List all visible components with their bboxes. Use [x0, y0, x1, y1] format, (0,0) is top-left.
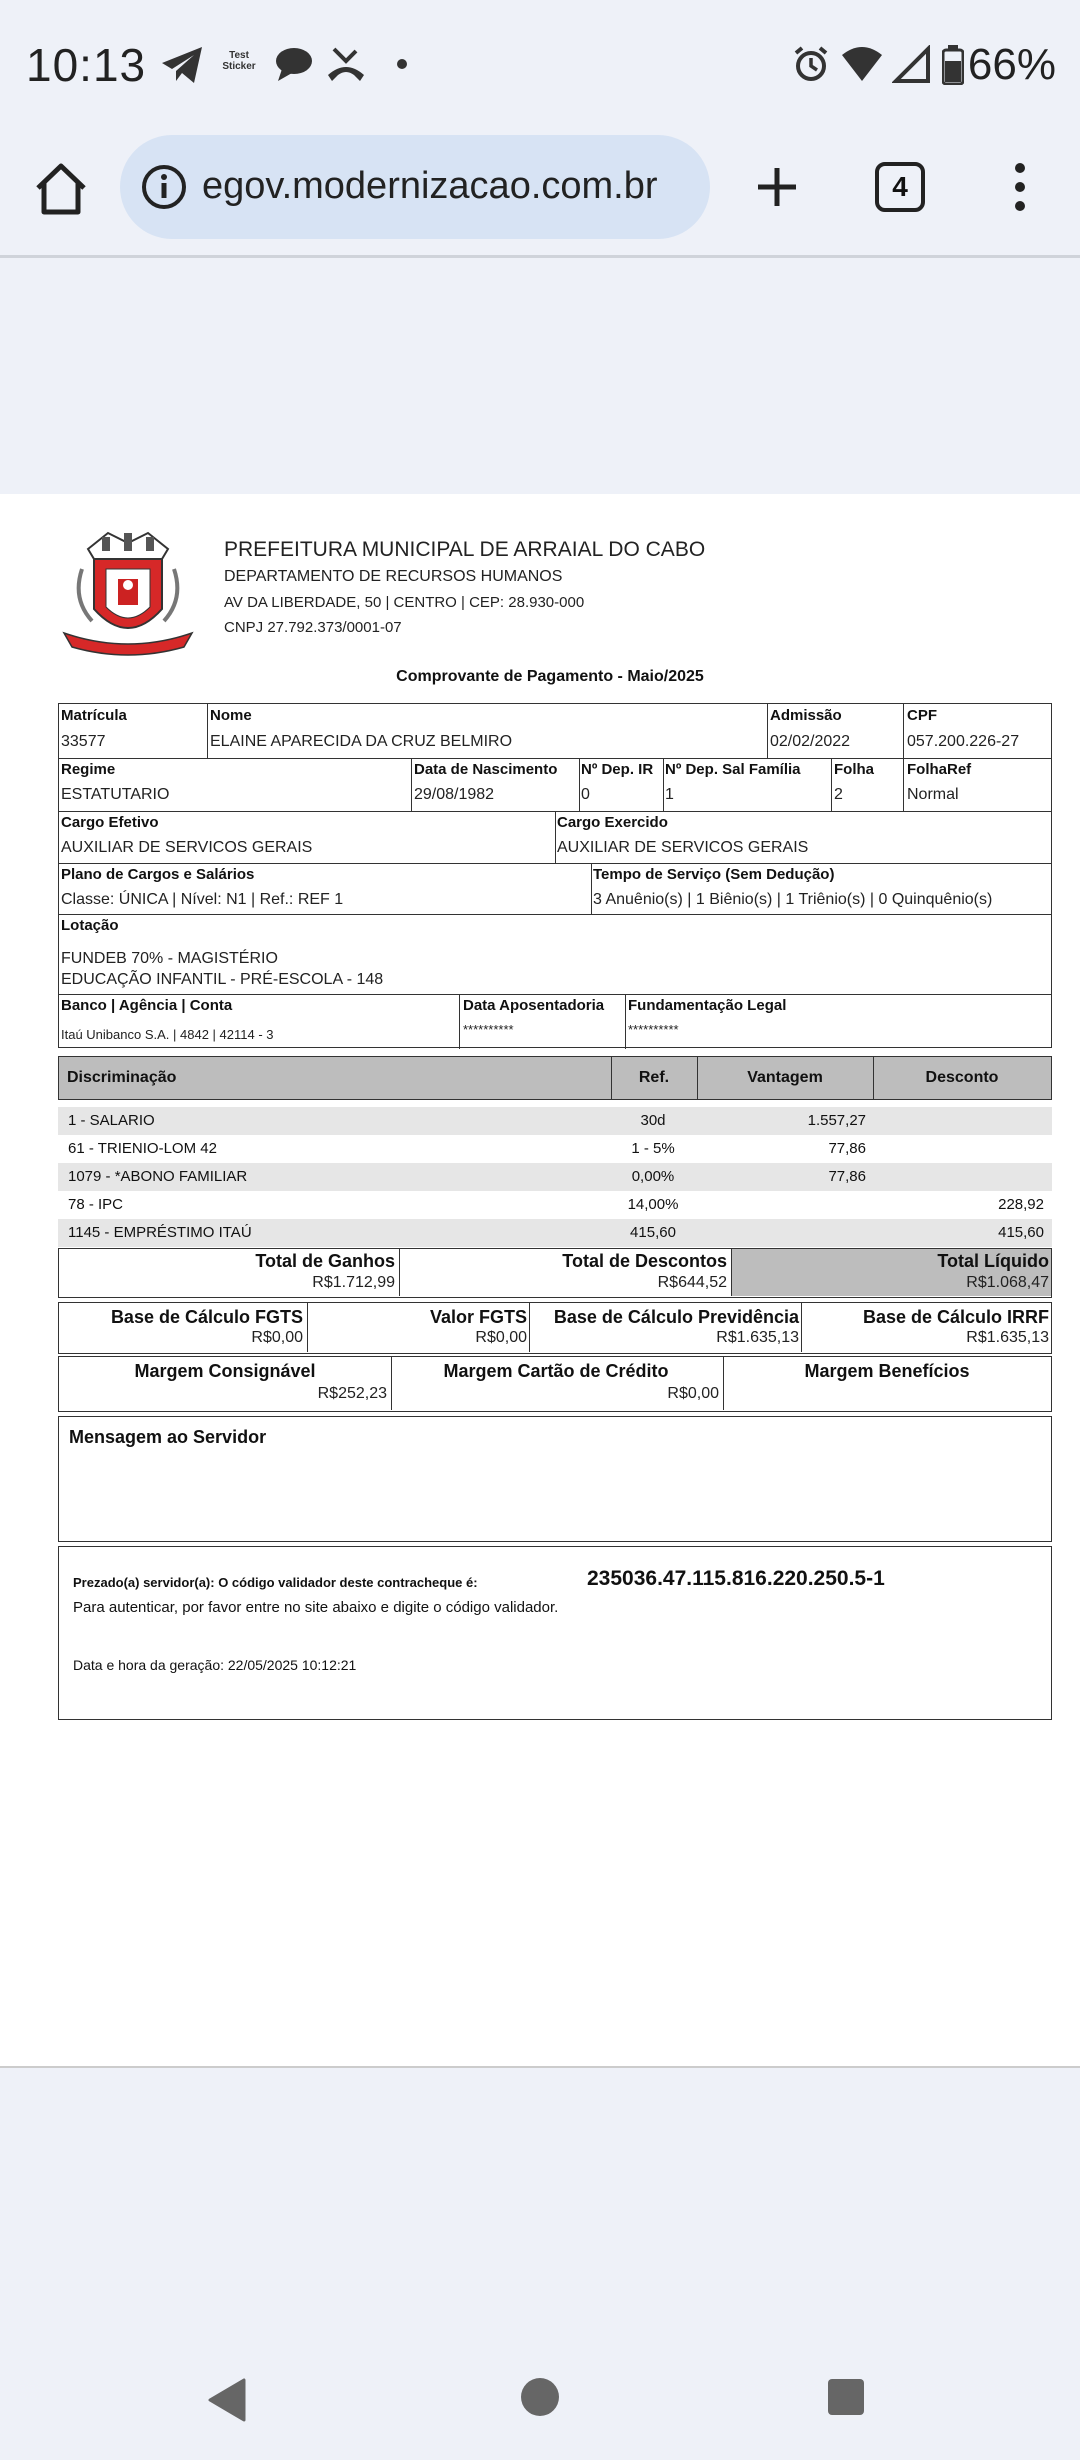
battery-percent: 66%: [967, 40, 1056, 89]
url-text: egov.modernizacao.com.br: [202, 165, 658, 207]
consig-label: Margem Consignável: [134, 1361, 316, 1381]
row-ref: 14,00%: [627, 1196, 679, 1213]
signal-icon: [892, 45, 932, 83]
page-background: [0, 258, 1080, 494]
table-row: [58, 1219, 1052, 1247]
cargo-exercido-value: AUXILIAR DE SERVICOS GERAIS: [557, 839, 809, 856]
info-icon[interactable]: [140, 163, 188, 211]
col-discriminacao: Discriminação: [67, 1069, 177, 1086]
banco-value: Itaú Unibanco S.A. | 4842 | 42114 - 3: [61, 1027, 274, 1042]
sticker-text: Test Sticker: [222, 50, 256, 72]
chat-bubble-icon: [274, 45, 314, 83]
total-descontos-value: R$644,52: [657, 1274, 727, 1291]
matricula-label: Matrícula: [61, 707, 127, 724]
dot-icon: [396, 58, 408, 70]
bases-row: [58, 1302, 1052, 1354]
row-vantagem: 77,86: [828, 1140, 866, 1157]
home-icon: [30, 158, 92, 220]
header-cnpj: CNPJ 27.792.373/0001-07: [224, 619, 402, 636]
total-liquido-value: R$1.068,47: [966, 1274, 1049, 1291]
row-desc: 78 - IPC: [68, 1196, 124, 1213]
col-vantagem: Vantagem: [747, 1069, 823, 1086]
row-desc: 1 - SALARIO: [68, 1112, 155, 1129]
table-row: [58, 1135, 1052, 1163]
header-address: AV DA LIBERDADE, 50 | CENTRO | CEP: 28.930-000: [224, 594, 585, 611]
back-button[interactable]: [206, 2378, 246, 2427]
dep-ir-value: 0: [581, 786, 590, 803]
header-municipality: PREFEITURA MUNICIPAL DE ARRAIAL DO CABO: [224, 538, 706, 561]
total-descontos-label: Total de Descontos: [562, 1251, 727, 1271]
total-ganhos-label: Total de Ganhos: [255, 1251, 395, 1271]
row-ref: 415,60: [630, 1224, 676, 1241]
matricula-value: 33577: [61, 733, 106, 750]
fundamentacao-value: **********: [628, 1022, 679, 1037]
total-ganhos-value: R$1.712,99: [312, 1274, 395, 1291]
irrf-value: R$1.635,13: [966, 1329, 1049, 1346]
total-liquido-label: Total Líquido: [937, 1251, 1049, 1271]
row-ref: 30d: [640, 1112, 666, 1129]
status-time: 10:13: [26, 39, 147, 91]
address-bar[interactable]: [120, 135, 710, 239]
validator-code: 235036.47.115.816.220.250.5-1: [587, 1567, 885, 1590]
row-ref: 0,00%: [631, 1168, 675, 1185]
nascimento-value: 29/08/1982: [414, 786, 495, 803]
nascimento-label: Data de Nascimento: [414, 761, 558, 778]
banco-label: Banco | Agência | Conta: [61, 997, 233, 1014]
cartao-label: Margem Cartão de Crédito: [443, 1361, 669, 1381]
missed-call-icon: [324, 45, 368, 85]
home-circle-icon: [519, 2376, 561, 2418]
document-title: Comprovante de Pagamento - Maio/2025: [396, 668, 704, 685]
admissao-label: Admissão: [770, 707, 842, 724]
lotacao-label: Lotação: [61, 917, 119, 934]
totals-row: [58, 1248, 1052, 1298]
wifi-icon: [840, 45, 884, 83]
row-desc: 61 - TRIENIO-LOM 42: [68, 1140, 217, 1157]
status-bar: [0, 0, 1080, 130]
prev-value: R$1.635,13: [716, 1329, 799, 1346]
nome-value: ELAINE APARECIDA DA CRUZ BELMIRO: [210, 733, 513, 750]
header-department: DEPARTAMENTO DE RECURSOS HUMANOS: [224, 568, 563, 585]
dep-sal-label: Nº Dep. Sal Família: [665, 761, 801, 778]
system-navigation-bar: [0, 2330, 1080, 2460]
folha-value: 2: [834, 786, 843, 803]
admissao-value: 02/02/2022: [770, 733, 851, 750]
message-label: Mensagem ao Servidor: [69, 1427, 267, 1447]
fgts-value: R$0,00: [475, 1329, 527, 1346]
employee-info-box: [58, 703, 1052, 1048]
tempo-label: Tempo de Serviço (Sem Dedução): [593, 866, 835, 883]
payslip-document: [0, 494, 1080, 2068]
generation-timestamp: Data e hora da geração: 22/05/2025 10:12:21: [73, 1657, 357, 1673]
dep-sal-value: 1: [665, 786, 674, 803]
row-ref: 1 - 5%: [631, 1140, 675, 1157]
cpf-value: 057.200.226-27: [907, 733, 1020, 750]
row-desconto: 415,60: [998, 1224, 1044, 1241]
battery-icon: [942, 45, 964, 85]
overflow-menu-button[interactable]: [1000, 160, 1040, 214]
new-tab-button[interactable]: [750, 160, 804, 214]
fgts-base-label: Base de Cálculo FGTS: [110, 1307, 303, 1327]
row-desconto: 228,92: [998, 1196, 1044, 1213]
municipal-crest-logo: [58, 529, 198, 659]
payslip-page: [0, 494, 1080, 2068]
beneficios-label: Margem Benefícios: [804, 1361, 970, 1381]
regime-label: Regime: [61, 761, 116, 778]
more-vert-icon: [1000, 160, 1040, 214]
row-vantagem: 77,86: [828, 1168, 866, 1185]
consig-value: R$252,23: [317, 1385, 387, 1402]
back-triangle-icon: [206, 2378, 246, 2422]
cargo-efetivo-value: AUXILIAR DE SERVICOS GERAIS: [61, 839, 313, 856]
message-box: [58, 1416, 1052, 1542]
lotacao-value-2: EDUCAÇÃO INFANTIL - PRÉ-ESCOLA - 148: [61, 971, 384, 988]
plano-value: Classe: ÚNICA | Nível: N1 | Ref.: REF 1: [61, 891, 344, 908]
dep-ir-label: Nº Dep. IR: [581, 761, 654, 778]
table-row: [58, 1163, 1052, 1191]
folharef-value: Normal: [907, 786, 959, 803]
validator-prefix: Prezado(a) servidor(a): O código validador deste contracheque é:: [73, 1575, 478, 1590]
folharef-label: FolhaRef: [907, 761, 972, 778]
lotacao-value-1: FUNDEB 70% - MAGISTÉRIO: [61, 950, 278, 967]
cargo-exercido-label: Cargo Exercido: [557, 814, 668, 831]
row-desc: 1145 - EMPRÉSTIMO ITAÚ: [68, 1224, 252, 1241]
table-row: [58, 1107, 1052, 1135]
col-ref: Ref.: [638, 1069, 670, 1086]
aposentadoria-value: **********: [463, 1022, 514, 1037]
validator-box: [58, 1546, 1052, 1720]
margins-row: [58, 1356, 1052, 1412]
col-desconto: Desconto: [925, 1069, 999, 1086]
telegram-icon: [160, 45, 204, 85]
table-row: [58, 1191, 1052, 1219]
regime-value: ESTATUTARIO: [61, 786, 170, 803]
recents-square-icon: [826, 2377, 866, 2417]
home-nav-button[interactable]: [519, 2376, 561, 2423]
tempo-value: 3 Anuênio(s) | 1 Biênio(s) | 1 Triênio(s) | 0 Quinquênio(s): [593, 891, 993, 908]
home-button[interactable]: [30, 158, 92, 220]
earnings-table-header: [58, 1056, 1052, 1100]
validator-instruction: Para autenticar, por favor entre no site abaixo e digite o código validador.: [73, 1599, 559, 1616]
aposentadoria-label: Data Aposentadoria: [463, 997, 605, 1014]
plano-label: Plano de Cargos e Salários: [61, 866, 255, 883]
recents-button[interactable]: [826, 2377, 866, 2422]
row-desc: 1079 - *ABONO FAMILIAR: [68, 1168, 248, 1185]
row-vantagem: 1.557,27: [807, 1112, 866, 1129]
fgts-base-value: R$0,00: [251, 1329, 303, 1346]
prev-label: Base de Cálculo Previdência: [553, 1307, 799, 1327]
cargo-efetivo-label: Cargo Efetivo: [61, 814, 159, 831]
alarm-icon: [792, 45, 830, 83]
irrf-label: Base de Cálculo IRRF: [862, 1307, 1049, 1327]
fgts-label: Valor FGTS: [429, 1307, 527, 1327]
cartao-value: R$0,00: [667, 1385, 719, 1402]
nome-label: Nome: [210, 707, 252, 724]
browser-toolbar: [0, 130, 1080, 255]
cpf-label: CPF: [907, 707, 937, 724]
folha-label: Folha: [834, 761, 874, 778]
fundamentacao-label: Fundamentação Legal: [628, 997, 787, 1014]
test-sticker-icon: [222, 50, 256, 72]
plus-icon: [750, 160, 804, 214]
tab-switcher-button[interactable]: 4: [875, 162, 925, 212]
